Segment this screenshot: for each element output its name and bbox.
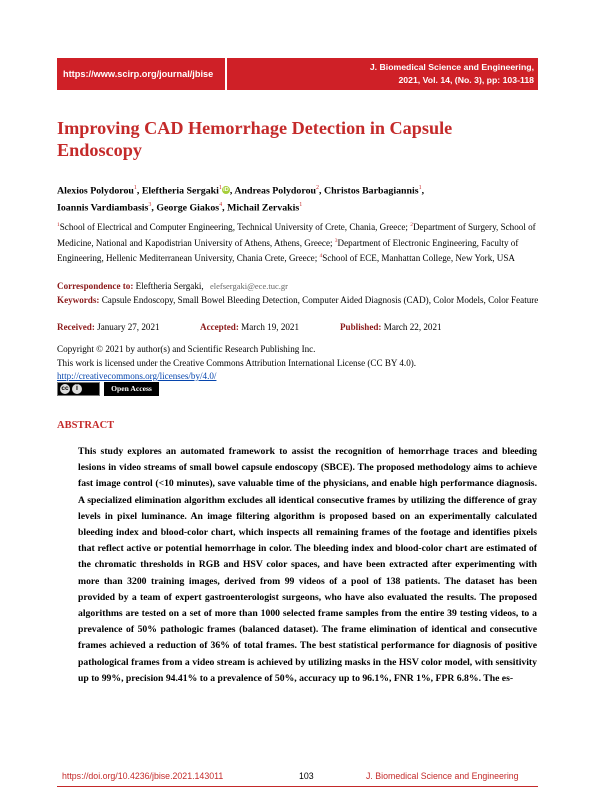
- journal-citation-line1: J. Biomedical Science and Engineering,: [369, 62, 534, 72]
- footer-journal-name: J. Biomedical Science and Engineering: [366, 771, 519, 781]
- author-name: George Giakos: [156, 202, 220, 214]
- correspondence-label: Correspondence to:: [57, 281, 134, 291]
- published-date: [340, 322, 442, 332]
- affiliation-mark: 3: [334, 237, 338, 244]
- page-footer: [0, 768, 595, 788]
- paper-title: Improving CAD Hemorrhage Detection in Capsule Endoscopy: [57, 118, 453, 160]
- orcid-icon[interactable]: iD: [223, 187, 229, 194]
- abstract-text: This study explores an automated framework to assist the recognition of hemorrhage traces and bleeding lesions in video streams of small bowel capsule endoscopy (SBCE). The proposed methodology aims to achieve fast image control (<10 minutes), save valuable time of the physicians, and enable high performance diagnosis. A specialized elimination algorithm excludes all identical consecutive frames by utilizing the difference of gray levels in pixel luminance. An image filtering algorithm is proposed based on an experimentally calculated bleeding index and blood-color chart, which inspects all remaining frames of the footage and identifies pixels that reflect active or potential hemorrhage in color. The bleeding index and blood-color chart are estimated of the chromatic thresholds in RGB and HSV color spaces, and have been extracted after experimenting with more than 3200 training images, derived from 99 videos of a pool of 138 patients. The dataset has been provided by a team of expert gastroenterologist surgeons, who have also evaluated the results. The proposed algorithms are tested on a set of more than 1000 selected frame samples from the entire 39 testing videos, to a prevalence of 50% pathologic frames (balanced dataset). The frame elimination of identical and consecutive frames achieved a reduction of 36% of total frames. The best statistical performance for diagnosis of positive pathological frames from a video stream is achieved by utilizing masks in the HSV color model, with sensitivity up to 99%, precision 94.41% to a prevalence of 50%, accuracy up to 96.1%, FNR 1%, FPR 6.8%. The es-: [78, 446, 537, 684]
- keywords-label: Keywords:: [57, 295, 100, 305]
- author-affiliation-mark: 1: [133, 185, 137, 191]
- license-link[interactable]: http://creativecommons.org/licenses/by/4.0/: [57, 371, 217, 381]
- license-line: This work is licensed under the Creative Commons Attribution International License (CC BY 4.0).: [57, 357, 417, 368]
- received-label: Received:: [57, 322, 95, 332]
- accepted-value: March 19, 2021: [241, 322, 300, 332]
- affiliations: [57, 219, 543, 266]
- publication-dates: [57, 322, 543, 335]
- affiliation-text: Department of Electronic Engineering, Faculty of Engineering, Hellenic Mediterranean University, Chania Crete, Greece;: [57, 237, 519, 264]
- abstract-heading: ABSTRACT: [57, 420, 115, 431]
- affiliation-text: Department of Surgery, School of Medicine, National and Kapodistrian University of Athens, Athens, Greece;: [57, 222, 536, 248]
- copyright-block: [57, 343, 543, 384]
- attribution-icon: i: [72, 384, 82, 394]
- accepted-label: Accepted:: [200, 322, 239, 332]
- author-name: Alexios Polydorou: [57, 185, 134, 197]
- published-label: Published:: [340, 322, 382, 332]
- author-name: Andreas Polydorou: [234, 185, 316, 197]
- received-date: [57, 322, 160, 332]
- affiliation-text: School of Electrical and Computer Engineering, Technical University of Crete, Chania, Greece;: [59, 222, 411, 233]
- affiliation-mark: 2: [410, 222, 413, 228]
- author-affiliation-mark: 2: [316, 185, 319, 191]
- accepted-date: [200, 322, 299, 332]
- author-affiliation-mark: 1: [218, 185, 222, 191]
- journal-citation: [227, 58, 538, 90]
- published-value: March 22, 2021: [383, 322, 442, 332]
- correspondence-name: Eleftheria Sergaki,: [135, 281, 204, 291]
- doi-link[interactable]: https://doi.org/10.4236/jbise.2021.143011: [62, 771, 224, 781]
- author-name: Christos Barbagiannis: [323, 185, 419, 197]
- author-affiliation-mark: 1: [299, 202, 303, 209]
- author-name: Eleftheria Sergaki: [141, 185, 219, 197]
- open-access-badge[interactable]: Open Access: [104, 382, 159, 396]
- keywords: [57, 294, 543, 308]
- affiliation-mark: 1: [57, 222, 60, 228]
- affiliation-mark: 4: [319, 253, 323, 260]
- author-affiliation-mark: 1: [418, 185, 422, 191]
- author-affiliation-mark: 4: [219, 202, 223, 209]
- copyright-line: Copyright © 2021 by author(s) and Scientific Research Publishing Inc.: [57, 344, 316, 354]
- author-name: Ioannis Vardiambasis: [57, 202, 149, 214]
- keywords-value: Capsule Endoscopy, Small Bowel Bleeding Detection, Computer Aided Diagnosis (CAD), Color Models, Color Feature: [101, 295, 539, 305]
- author-name: Michail Zervakis: [227, 202, 300, 214]
- journal-url-link[interactable]: https://www.scirp.org/journal/jbise: [57, 58, 225, 90]
- author-affiliation-mark: 3: [148, 202, 152, 209]
- received-value: January 27, 2021: [97, 322, 160, 332]
- correspondence: [57, 280, 543, 294]
- journal-header: [57, 58, 538, 90]
- footer-divider: [57, 786, 538, 787]
- page-number: 103: [299, 771, 314, 781]
- author-list: Alexios Polydorou$^1$, Eleftheria Sergaki$^1$iD, Andreas Polydorou$^2$, Christos Barbagiannis$^1$, Ioannis Vardiambasis$^3$, George Giakos$^4$, Michail Zervakis$^1$: [57, 185, 425, 214]
- journal-citation-line2: 2021, Vol. 14, (No. 3), pp: 103-118: [398, 75, 534, 85]
- cc-by-badge[interactable]: [57, 382, 100, 396]
- affiliation-text: School of ECE, Manhattan College, New York, USA: [322, 253, 515, 264]
- correspondence-email[interactable]: elefsergaki@ece.tuc.gr: [209, 281, 288, 291]
- cc-icon: cc: [61, 385, 69, 392]
